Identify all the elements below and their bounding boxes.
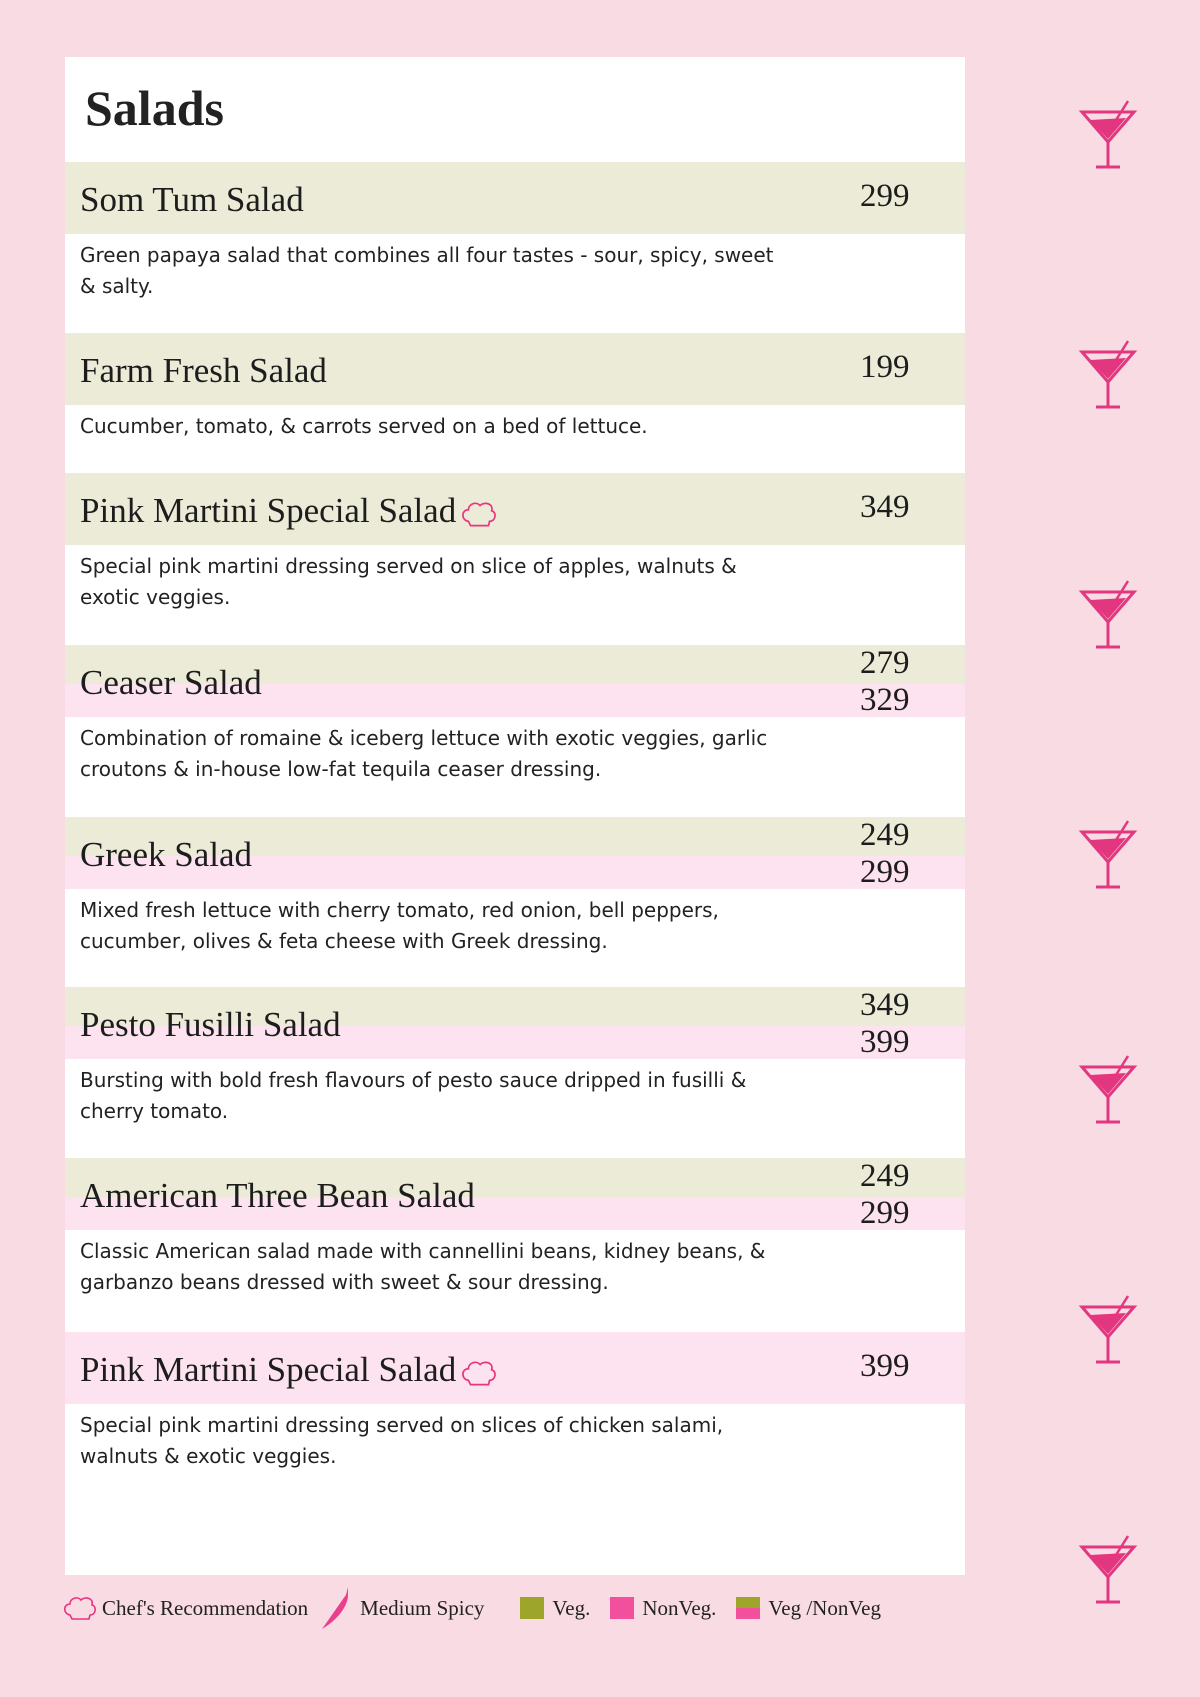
menu-item [65, 333, 965, 473]
item-price-nonveg: 329 [860, 682, 910, 718]
item-description: Classic American salad made with cannellini beans, kidney beans, & garbanzo beans dressed with sweet & sour dressing. [80, 1239, 766, 1294]
item-name [80, 1005, 341, 1045]
martini-icon [1078, 1533, 1138, 1605]
item-description: Special pink martini dressing served on slice of apples, walnuts & exotic veggies. [80, 554, 737, 609]
chef-hat-icon [62, 1595, 98, 1621]
item-name [80, 180, 304, 220]
item-name-text: Greek Salad [80, 835, 253, 874]
item-name [80, 351, 327, 391]
chef-hat-icon [460, 1359, 498, 1387]
item-header [65, 333, 965, 405]
legend-both: Veg /NonVeg [768, 1595, 881, 1620]
item-name [80, 663, 262, 703]
item-price: 349 [860, 489, 910, 525]
chili-icon [318, 1585, 354, 1631]
legend-spicy: Medium Spicy [360, 1595, 485, 1620]
item-description: Mixed fresh lettuce with cherry tomato, red onion, bell peppers, cucumber, olives & feta cheese with Greek dressing. [80, 898, 719, 953]
martini-icon [1078, 578, 1138, 650]
menu-item [65, 817, 965, 987]
martini-icon [1078, 818, 1138, 890]
item-price-nonveg: 299 [860, 854, 910, 890]
item-price-nonveg: 399 [860, 1024, 910, 1060]
menu-item [65, 1332, 965, 1575]
legend [62, 1585, 887, 1631]
item-description: Combination of romaine & iceberg lettuce with exotic veggies, garlic croutons & in-house low-fat tequila ceaser dressing. [80, 726, 768, 781]
item-header [65, 162, 965, 234]
menu-item [65, 645, 965, 817]
item-name [80, 491, 498, 531]
item-name-text: Farm Fresh Salad [80, 351, 327, 390]
item-name [80, 1350, 498, 1390]
chef-hat-icon [460, 500, 498, 528]
item-name-text: Pink Martini Special Salad [80, 1350, 457, 1389]
legend-veg: Veg. [552, 1595, 591, 1620]
item-name-text: Pink Martini Special Salad [80, 491, 457, 530]
item-header [65, 817, 965, 889]
item-price-veg: 249 [860, 1158, 910, 1194]
item-name-text: American Three Bean Salad [80, 1176, 475, 1215]
legend-chef: Chef's Recommendation [102, 1595, 309, 1620]
item-price: 199 [860, 349, 910, 385]
section-title: Salads [85, 80, 224, 136]
martini-icon [1078, 338, 1138, 410]
menu-card [65, 57, 965, 1575]
martini-icon [1078, 1053, 1138, 1125]
item-price-veg: 249 [860, 817, 910, 853]
martini-icon [1078, 1293, 1138, 1365]
item-price: 299 [860, 178, 910, 214]
item-description: Cucumber, tomato, & carrots served on a bed of lettuce. [80, 414, 648, 438]
item-name-text: Pesto Fusilli Salad [80, 1005, 341, 1044]
menu-item [65, 1158, 965, 1332]
item-header [65, 645, 965, 717]
veg-nonveg-swatch [736, 1597, 760, 1619]
menu-item [65, 473, 965, 645]
item-description: Green papaya salad that combines all four tastes - sour, spicy, sweet & salty. [80, 243, 774, 298]
legend-nonveg: NonVeg. [642, 1595, 717, 1620]
veg-swatch [520, 1597, 544, 1619]
martini-icon [1078, 98, 1138, 170]
menu-item [65, 987, 965, 1158]
item-name-text: Ceaser Salad [80, 663, 262, 702]
item-price: 399 [860, 1348, 910, 1384]
item-name [80, 835, 252, 875]
item-price-nonveg: 299 [860, 1195, 910, 1231]
item-price-veg: 349 [860, 987, 910, 1023]
item-header [65, 1158, 965, 1230]
item-header [65, 1332, 965, 1404]
item-header [65, 987, 965, 1059]
item-price-veg: 279 [860, 645, 910, 681]
item-header [65, 473, 965, 545]
item-name [80, 1176, 475, 1216]
nonveg-swatch [610, 1597, 634, 1619]
item-description: Bursting with bold fresh flavours of pesto sauce dripped in fusilli & cherry tomato. [80, 1068, 747, 1123]
menu-item [65, 162, 965, 333]
item-description: Special pink martini dressing served on slices of chicken salami, walnuts & exotic veggies. [80, 1413, 724, 1468]
item-name-text: Som Tum Salad [80, 180, 304, 219]
